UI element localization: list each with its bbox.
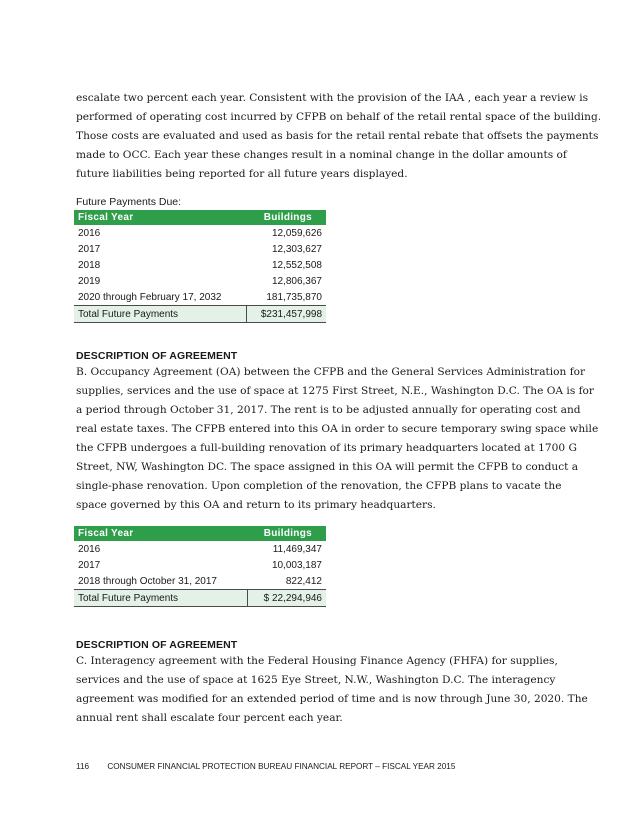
column-header-fiscal-year: Fiscal Year bbox=[74, 526, 247, 541]
fiscal-year-cell: 2017 bbox=[78, 559, 101, 571]
amount-cell: 12,059,626 bbox=[271, 227, 322, 239]
fiscal-year-cell: 2019 bbox=[78, 275, 101, 287]
page-number: 116 bbox=[76, 762, 90, 771]
table-header-row bbox=[74, 210, 326, 225]
table-row bbox=[74, 541, 326, 557]
table-caption: Future Payments Due: bbox=[76, 196, 182, 208]
paragraph-line: single-phase renovation. Upon completion of the renovation, the CFPB plans to vacate the bbox=[76, 480, 562, 492]
paragraph-line: future liabilities being reported for all future years displayed. bbox=[76, 168, 408, 180]
section-heading: DESCRIPTION OF AGREEMENT bbox=[76, 350, 238, 362]
column-header-fiscal-year: Fiscal Year bbox=[74, 210, 247, 225]
paragraph-line: made to OCC. Each year these changes result in a nominal change in the dollar amounts of bbox=[76, 149, 567, 161]
fiscal-year-cell: 2016 bbox=[78, 543, 101, 555]
paragraph-line: space governed by this OA and return to its primary headquarters. bbox=[76, 499, 436, 511]
fiscal-year-cell: 2020 through February 17, 2032 bbox=[78, 291, 222, 303]
fiscal-year-cell: 2016 bbox=[78, 227, 101, 239]
total-amount: $ 22,294,946 bbox=[247, 590, 326, 607]
paragraph-line: Those costs are evaluated and used as basis for the retail rental rebate that offsets the payments bbox=[76, 130, 599, 142]
paragraph-line: services and the use of space at 1625 Eye Street, N.W., Washington D.C. The interagency bbox=[76, 674, 556, 686]
table-row bbox=[74, 573, 326, 590]
paragraph-line: escalate two percent each year. Consistent with the provision of the IAA , each year a review is bbox=[76, 92, 589, 104]
table-row bbox=[74, 273, 326, 289]
column-header-buildings: Buildings bbox=[247, 526, 326, 541]
table-row bbox=[74, 241, 326, 257]
paragraph-line: B. Occupancy Agreement (OA) between the CFPB and the General Services Administration for bbox=[76, 366, 586, 378]
fiscal-year-cell: 2018 through October 31, 2017 bbox=[78, 575, 217, 587]
total-row bbox=[74, 590, 326, 607]
total-row bbox=[74, 306, 326, 323]
total-label: Total Future Payments bbox=[74, 306, 247, 323]
paragraph-line: agreement was modified for an extended period of time and is now through June 30, 2020. The bbox=[76, 693, 588, 705]
amount-cell: 10,003,187 bbox=[271, 559, 322, 571]
paragraph-line: a period through October 31, 2017. The rent is to be adjusted annually for operating cost and bbox=[76, 404, 581, 416]
amount-cell: 822,412 bbox=[285, 575, 322, 587]
paragraph-line: the CFPB undergoes a full-building renovation of its primary headquarters located at 1700 G bbox=[76, 442, 577, 454]
amount-cell: 181,735,870 bbox=[266, 291, 322, 303]
intro-paragraph bbox=[76, 89, 602, 184]
paragraph-line: C. Interagency agreement with the Federal Housing Finance Agency (FHFA) for supplies, bbox=[76, 655, 558, 667]
paragraph-line: real estate taxes. The CFPB entered into this OA in order to secure temporary swing space while bbox=[76, 423, 599, 435]
occupancy-payments-table bbox=[74, 526, 326, 607]
occupancy-agreement-paragraph bbox=[76, 363, 599, 515]
section-heading: DESCRIPTION OF AGREEMENT bbox=[76, 639, 238, 651]
page-footer bbox=[76, 762, 455, 771]
interagency-agreement-paragraph bbox=[76, 652, 588, 728]
paragraph-line: supplies, services and the use of space at 1275 First Street, N.E., Washington D.C. The OA is for bbox=[76, 385, 594, 397]
amount-cell: 12,806,367 bbox=[271, 275, 322, 287]
total-amount: $231,457,998 bbox=[247, 306, 326, 323]
fiscal-year-cell: 2017 bbox=[78, 243, 101, 255]
amount-cell: 12,552,508 bbox=[271, 259, 322, 271]
fiscal-year-cell: 2018 bbox=[78, 259, 101, 271]
table-row bbox=[74, 557, 326, 573]
amount-cell: 12,303,627 bbox=[271, 243, 322, 255]
table-row bbox=[74, 257, 326, 273]
table-row bbox=[74, 289, 326, 306]
footer-title: CONSUMER FINANCIAL PROTECTION BUREAU FINANCIAL REPORT – FISCAL YEAR 2015 bbox=[107, 762, 456, 771]
total-label: Total Future Payments bbox=[74, 590, 247, 607]
future-payments-table bbox=[74, 210, 326, 323]
column-header-buildings: Buildings bbox=[247, 210, 326, 225]
paragraph-line: performed of operating cost incurred by CFPB on behalf of the retail rental space of the building. bbox=[76, 111, 602, 123]
table-header-row bbox=[74, 526, 326, 541]
paragraph-line: annual rent shall escalate four percent each year. bbox=[76, 712, 343, 724]
paragraph-line: Street, NW, Washington DC. The space assigned in this OA will permit the CFPB to conduct a bbox=[76, 461, 579, 473]
amount-cell: 11,469,347 bbox=[272, 543, 322, 555]
table-row bbox=[74, 225, 326, 241]
